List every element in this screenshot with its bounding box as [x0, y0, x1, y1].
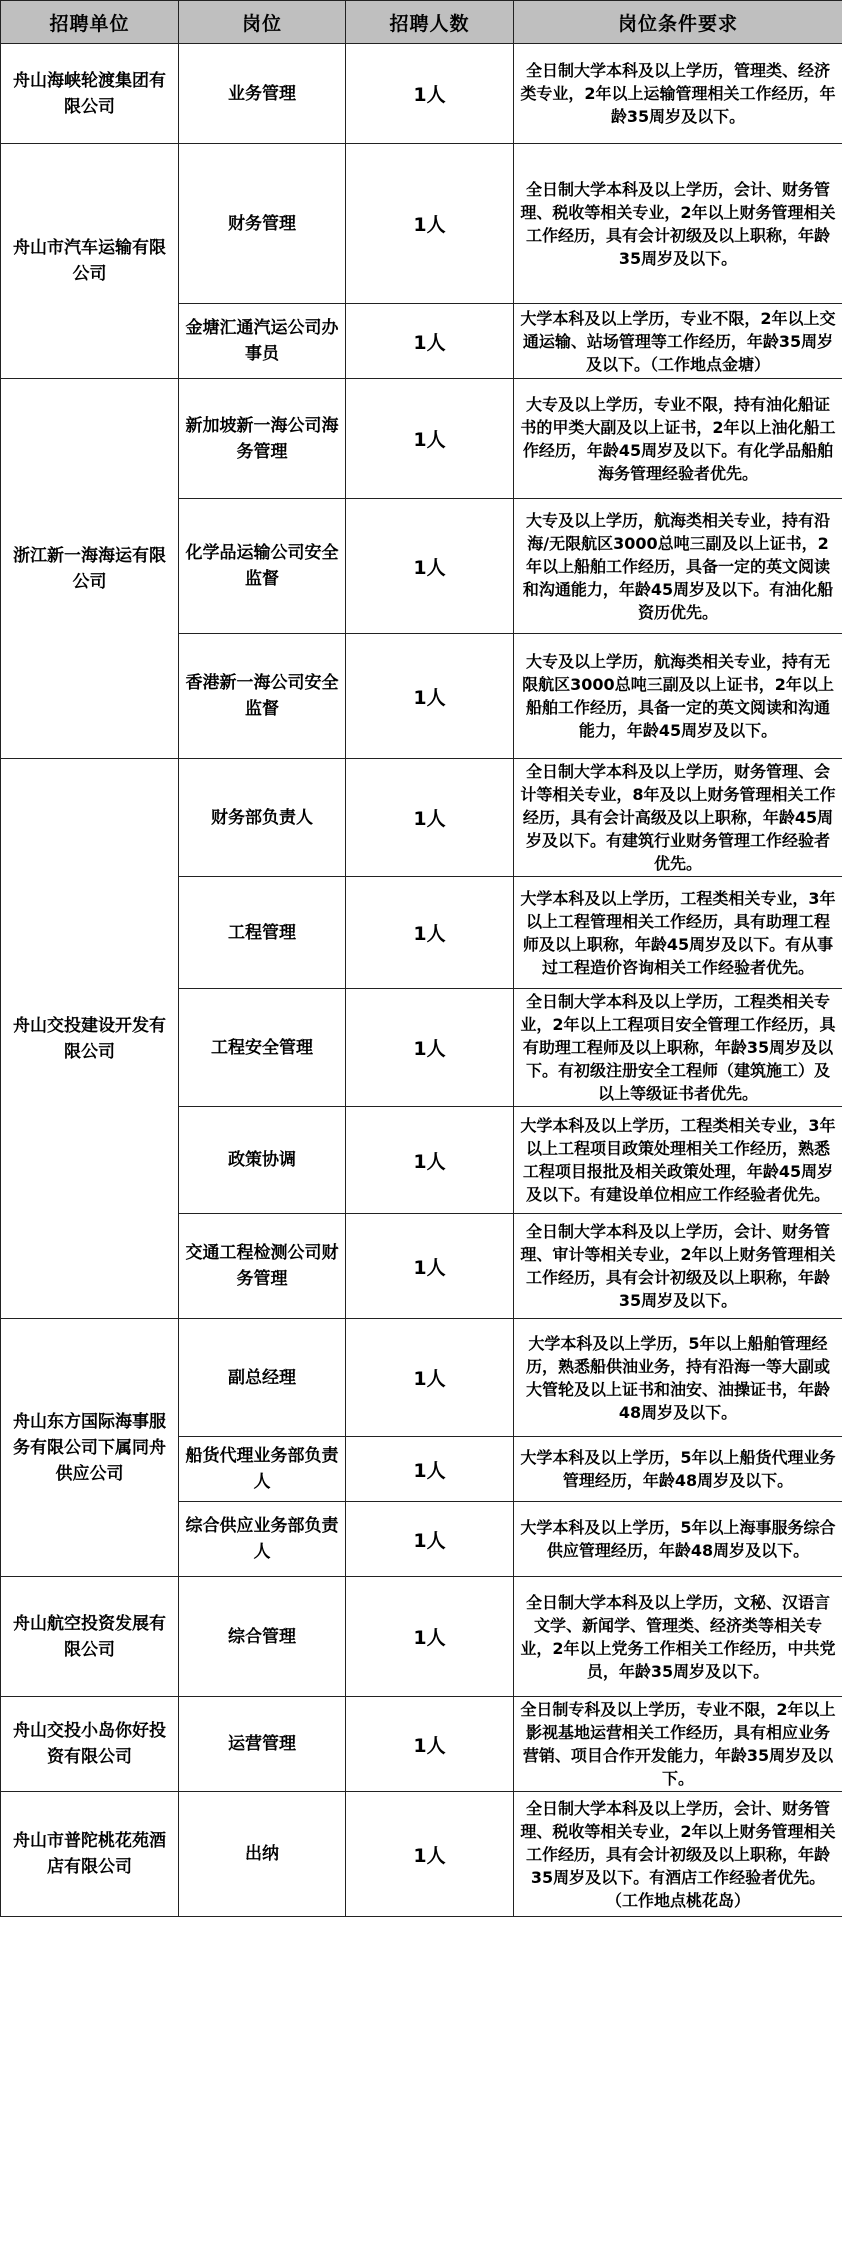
requirements-text: 全日制大学本科及以上学历，会计、财务管理、审计等相关专业，2年以上财务管理相关工作经历，具有会计初级及以上职称，年龄35周岁及以下。	[514, 1214, 842, 1319]
position-title: 新加坡新一海公司海务管理	[179, 379, 346, 499]
headcount: 1人	[346, 759, 514, 877]
requirements-text: 大学本科及以上学历，5年以上船舶管理经历，熟悉船供油业务，持有沿海一等大副或大管轮及以上证书和油安、油操证书，年龄48周岁及以下。	[514, 1319, 842, 1437]
headcount: 1人	[346, 989, 514, 1107]
table-row	[1, 1577, 842, 1697]
table-row	[1, 379, 842, 499]
position-title: 业务管理	[179, 44, 346, 144]
headcount: 1人	[346, 1319, 514, 1437]
headcount: 1人	[346, 1792, 514, 1917]
position-title: 香港新一海公司安全监督	[179, 634, 346, 759]
requirements-text: 大学本科及以上学历，工程类相关专业，3年以上工程管理相关工作经历，具有助理工程师及以上职称，年龄45周岁及以下。有从事过工程造价咨询相关工作经验者优先。	[514, 877, 842, 989]
company-name: 舟山市普陀桃花苑酒店有限公司	[1, 1792, 179, 1917]
requirements-text: 大学本科及以上学历，专业不限，2年以上交通运输、站场管理等工作经历，年龄35周岁及以下。（工作地点金塘）	[514, 304, 842, 379]
headcount: 1人	[346, 1577, 514, 1697]
header-requirements: 岗位条件要求	[514, 1, 842, 44]
position-title: 船货代理业务部负责人	[179, 1437, 346, 1502]
table-row	[1, 1792, 842, 1917]
table-header-row	[1, 1, 842, 44]
position-title: 财务部负责人	[179, 759, 346, 877]
headcount: 1人	[346, 1107, 514, 1214]
position-title: 化学品运输公司安全监督	[179, 499, 346, 634]
requirements-text: 全日制大学本科及以上学历，文秘、汉语言文学、新闻学、管理类、经济类等相关专业，2年以上党务工作相关工作经历，中共党员，年龄35周岁及以下。	[514, 1577, 842, 1697]
requirements-text: 大学本科及以上学历，工程类相关专业，3年以上工程项目政策处理相关工作经历，熟悉工程项目报批及相关政策处理，年龄45周岁及以下。有建设单位相应工作经验者优先。	[514, 1107, 842, 1214]
requirements-text: 全日制大学本科及以上学历，管理类、经济类专业，2年以上运输管理相关工作经历，年龄35周岁及以下。	[514, 44, 842, 144]
header-count: 招聘人数	[346, 1, 514, 44]
requirements-text: 大专及以上学历，航海类相关专业，持有沿海/无限航区3000总吨三副及以上证书，2年以上船舶工作经历，具备一定的英文阅读和沟通能力，年龄45周岁及以下。有油化船资历优先。	[514, 499, 842, 634]
headcount: 1人	[346, 499, 514, 634]
requirements-text: 全日制大学本科及以上学历，会计、财务管理、税收等相关专业，2年以上财务管理相关工作经历，具有会计初级及以上职称，年龄35周岁及以下。	[514, 144, 842, 304]
requirements-text: 全日制大学本科及以上学历，财务管理、会计等相关专业，8年及以上财务管理相关工作经历，具有会计高级及以上职称，年龄45周岁及以下。有建筑行业财务管理工作经验者优先。	[514, 759, 842, 877]
requirements-text: 大学本科及以上学历，5年以上海事服务综合供应管理经历，年龄48周岁及以下。	[514, 1502, 842, 1577]
headcount: 1人	[346, 304, 514, 379]
table-row	[1, 144, 842, 304]
headcount: 1人	[346, 144, 514, 304]
position-title: 副总经理	[179, 1319, 346, 1437]
position-title: 综合供应业务部负责人	[179, 1502, 346, 1577]
requirements-text: 大专及以上学历，专业不限，持有油化船证书的甲类大副及以上证书，2年以上油化船工作经历，年龄45周岁及以下。有化学品船舶海务管理经验者优先。	[514, 379, 842, 499]
company-name: 浙江新一海海运有限公司	[1, 379, 179, 759]
headcount: 1人	[346, 877, 514, 989]
table-row	[1, 44, 842, 144]
table-row	[1, 759, 842, 877]
position-title: 出纳	[179, 1792, 346, 1917]
headcount: 1人	[346, 1502, 514, 1577]
headcount: 1人	[346, 1697, 514, 1792]
position-title: 工程管理	[179, 877, 346, 989]
requirements-text: 全日制大学本科及以上学历，工程类相关专业，2年以上工程项目安全管理工作经历，具有助理工程师及以上职称，年龄35周岁及以下。有初级注册安全工程师（建筑施工）及以上等级证书者优先。	[514, 989, 842, 1107]
position-title: 财务管理	[179, 144, 346, 304]
headcount: 1人	[346, 634, 514, 759]
company-name: 舟山交投建设开发有限公司	[1, 759, 179, 1319]
table-row	[1, 1319, 842, 1437]
header-unit: 招聘单位	[1, 1, 179, 44]
headcount: 1人	[346, 1214, 514, 1319]
requirements-text: 全日制大学本科及以上学历，会计、财务管理、税收等相关专业，2年以上财务管理相关工作经历，具有会计初级及以上职称，年龄35周岁及以下。有酒店工作经验者优先。（工作地点桃花岛）	[514, 1792, 842, 1917]
position-title: 交通工程检测公司财务管理	[179, 1214, 346, 1319]
position-title: 运营管理	[179, 1697, 346, 1792]
table-row	[1, 1697, 842, 1792]
requirements-text: 全日制专科及以上学历，专业不限，2年以上影视基地运营相关工作经历，具有相应业务营销、项目合作开发能力，年龄35周岁及以下。	[514, 1697, 842, 1792]
table-body	[1, 44, 842, 1917]
company-name: 舟山市汽车运输有限公司	[1, 144, 179, 379]
headcount: 1人	[346, 44, 514, 144]
company-name: 舟山海峡轮渡集团有限公司	[1, 44, 179, 144]
requirements-text: 大专及以上学历，航海类相关专业，持有无限航区3000总吨三副及以上证书，2年以上船舶工作经历，具备一定的英文阅读和沟通能力，年龄45周岁及以下。	[514, 634, 842, 759]
position-title: 金塘汇通汽运公司办事员	[179, 304, 346, 379]
company-name: 舟山航空投资发展有限公司	[1, 1577, 179, 1697]
headcount: 1人	[346, 379, 514, 499]
company-name: 舟山交投小岛你好投资有限公司	[1, 1697, 179, 1792]
position-title: 政策协调	[179, 1107, 346, 1214]
position-title: 工程安全管理	[179, 989, 346, 1107]
company-name: 舟山东方国际海事服务有限公司下属同舟供应公司	[1, 1319, 179, 1577]
headcount: 1人	[346, 1437, 514, 1502]
requirements-text: 大学本科及以上学历，5年以上船货代理业务管理经历，年龄48周岁及以下。	[514, 1437, 842, 1502]
header-position: 岗位	[179, 1, 346, 44]
position-title: 综合管理	[179, 1577, 346, 1697]
